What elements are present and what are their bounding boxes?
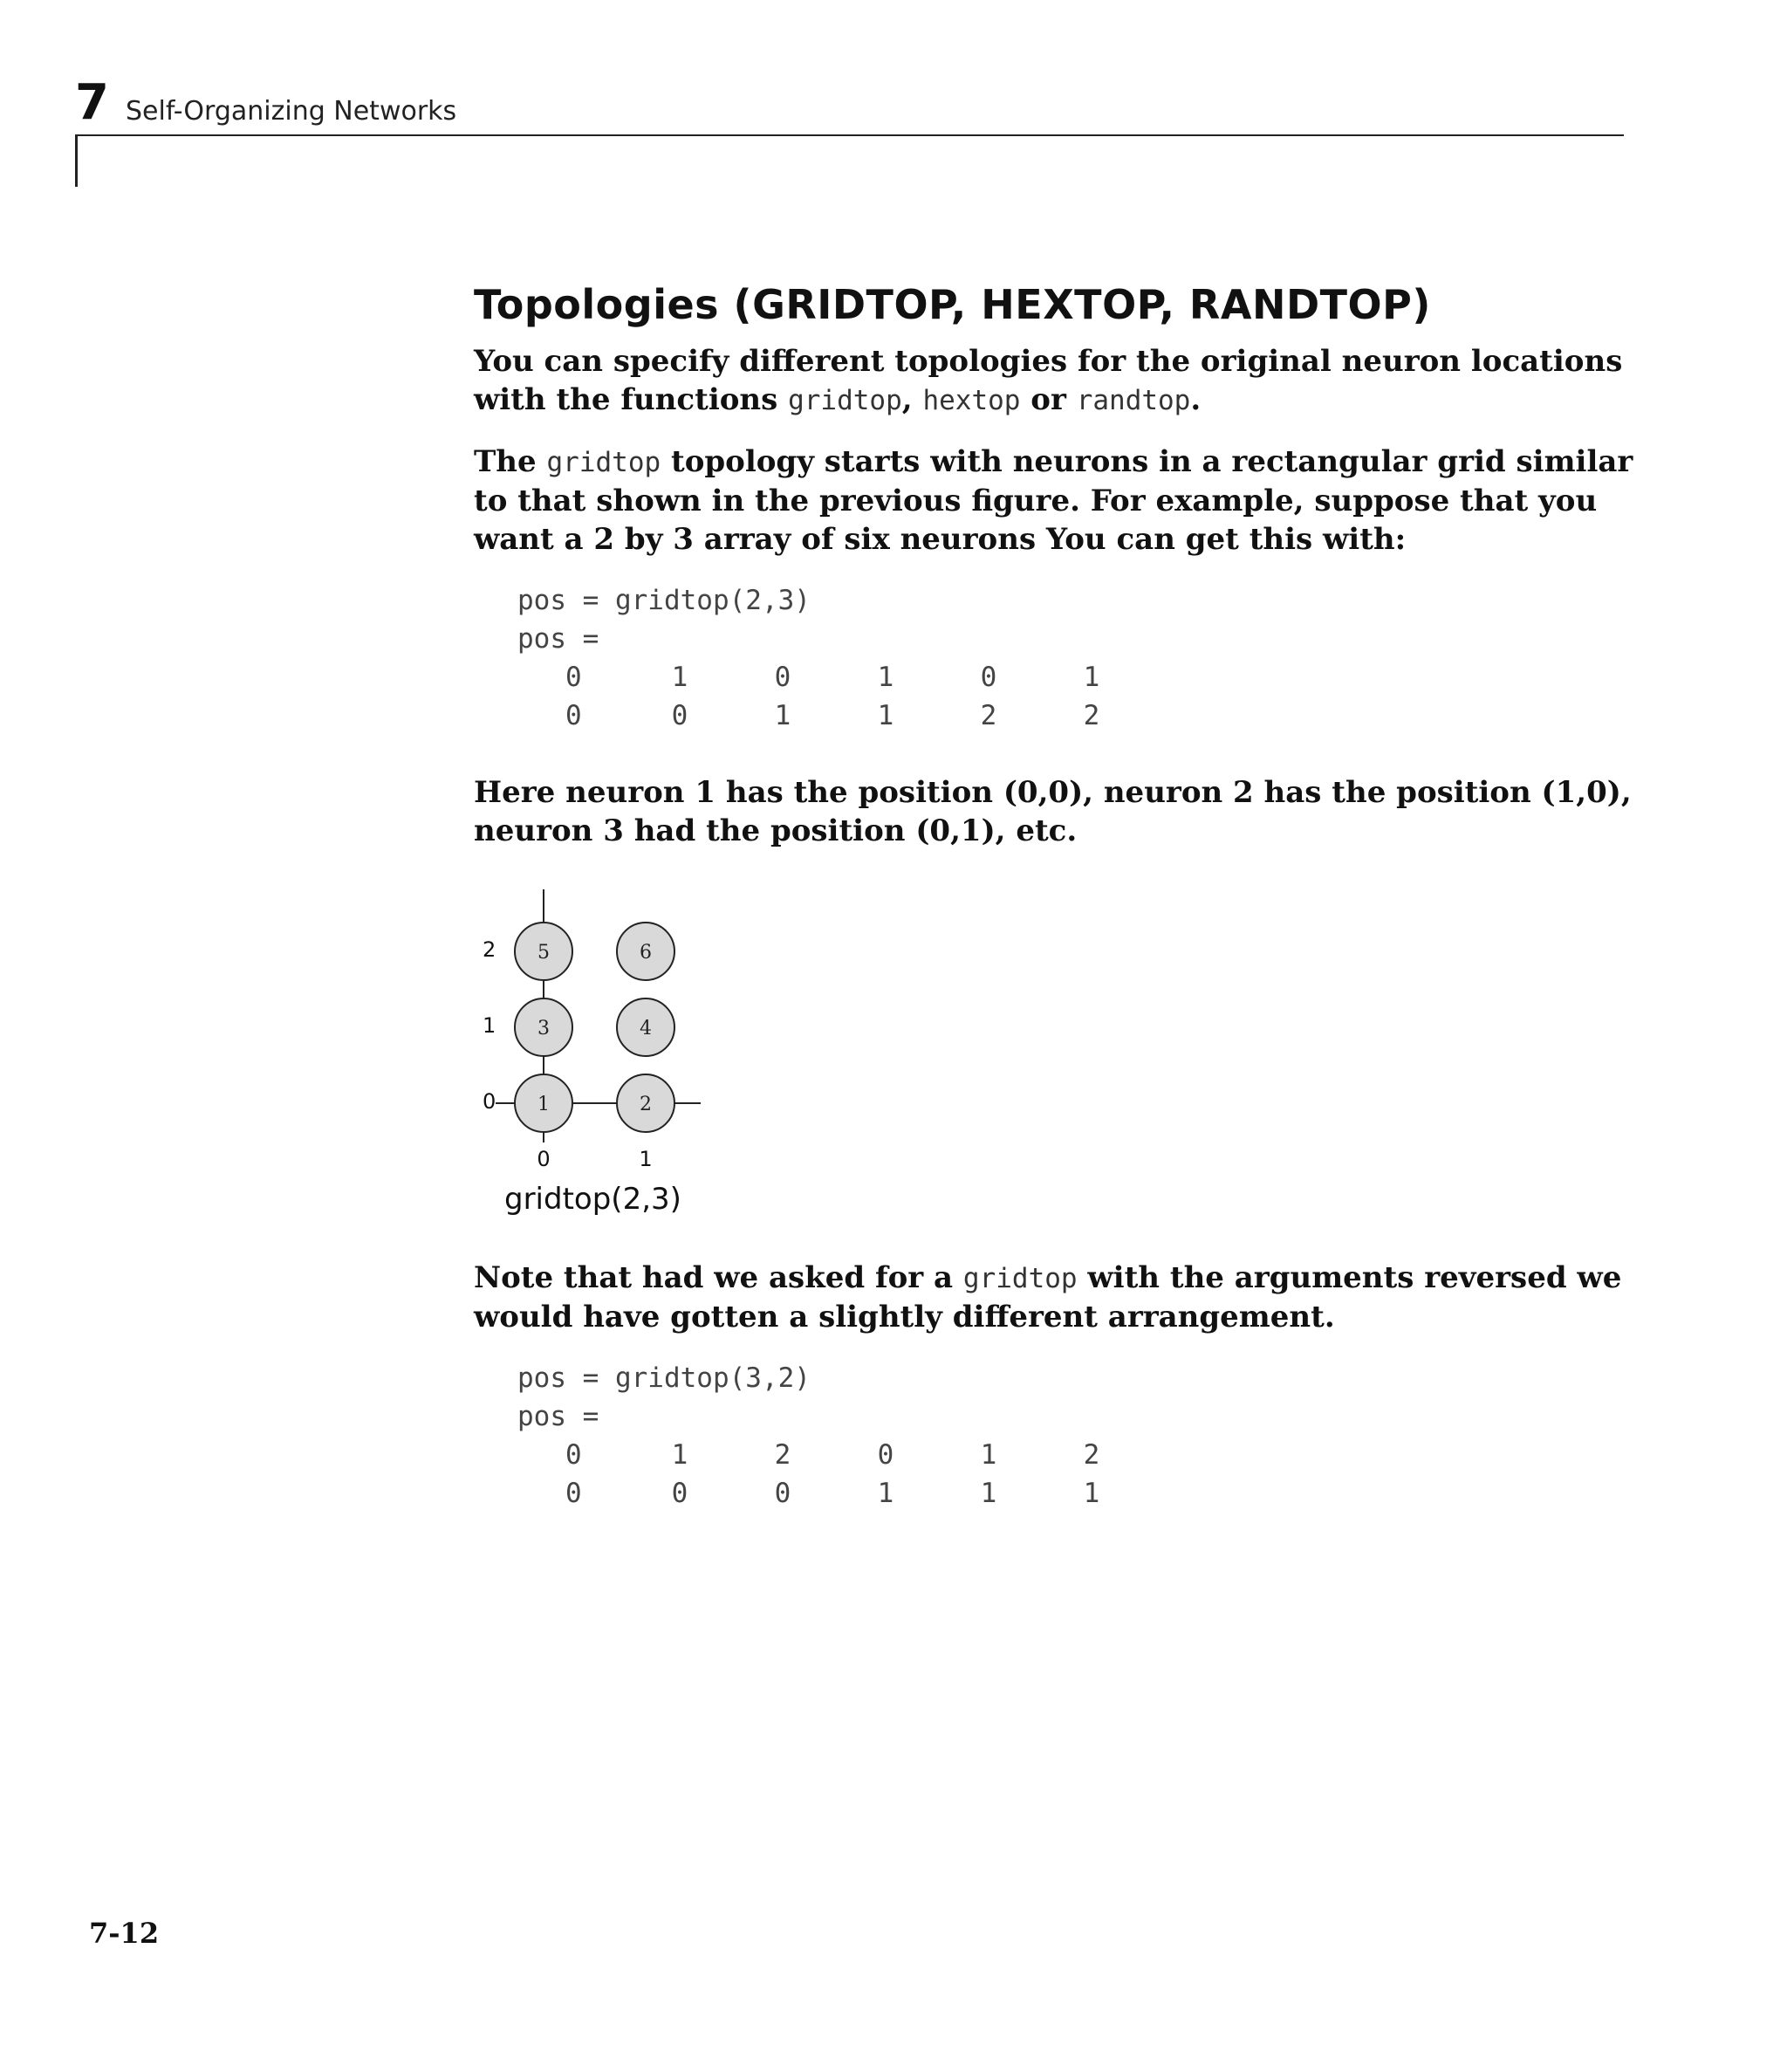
figure-caption: gridtop(2,3) — [504, 1182, 681, 1217]
gridtop-figure — [474, 885, 823, 1225]
matrix-row: 0 0 0 1 1 1 — [565, 1478, 1100, 1509]
code-line: pos = gridtop(3,2) — [517, 1362, 811, 1394]
chapter-title: Self-Organizing Networks — [126, 96, 457, 127]
page-number: 7-12 — [89, 1917, 160, 1950]
paragraph-neuron-positions: Here neuron 1 has the position (0,0), neuron 2 has the position (1,0), neuron 3 had the position (0,1), etc. — [474, 775, 1632, 848]
header-rule — [75, 134, 1624, 136]
paragraph-reversed-note: Note that had we asked for a gridtop with the arguments reversed we would have gotten a slightly different arrangement. — [474, 1260, 1622, 1334]
main-content — [474, 279, 1634, 1551]
code-hextop: hextop — [922, 385, 1021, 416]
code-block-gridtop-3-2 — [517, 1359, 1634, 1513]
code-gridtop: gridtop — [546, 447, 661, 478]
y-tick-label: 0 — [483, 1089, 496, 1114]
x-tick-label: 0 — [537, 1147, 551, 1171]
y-tick-label: 1 — [483, 1013, 496, 1038]
code-randtop: randtop — [1076, 385, 1191, 416]
matrix-row: 0 1 0 1 0 1 — [565, 662, 1100, 693]
matrix-row: 0 0 1 1 2 2 — [565, 700, 1100, 731]
neuron-label: 1 — [537, 1094, 550, 1115]
page-header — [75, 74, 1624, 138]
code-line: pos = gridtop(2,3) — [517, 585, 811, 616]
neuron-label: 5 — [537, 942, 550, 964]
code-line: pos = — [517, 1401, 599, 1432]
section-title: Topologies (GRIDTOP, HEXTOP, RANDTOP) — [474, 281, 1431, 328]
paragraph-gridtop: The gridtop topology starts with neurons in a rectangular grid similar to that shown in the previous figure. For example, suppose that you want a 2 by 3 array of six neurons You can get this with: — [474, 444, 1633, 557]
x-tick-label: 1 — [639, 1147, 653, 1171]
code-line: pos = — [517, 623, 599, 655]
neuron-label: 4 — [640, 1018, 652, 1039]
neuron-label: 3 — [537, 1018, 550, 1039]
matrix-row: 0 1 2 0 1 2 — [565, 1439, 1100, 1471]
gridtop-diagram — [474, 885, 823, 1182]
chapter-number: 7 — [75, 74, 109, 131]
paragraph-intro: You can specify different topologies for the original neuron locations with the functions gridtop, hextop or randtop. — [474, 344, 1623, 417]
code-gridtop: gridtop — [788, 385, 902, 416]
neuron-label: 2 — [640, 1094, 652, 1115]
neuron-label: 6 — [640, 942, 652, 964]
code-gridtop: gridtop — [962, 1263, 1078, 1294]
header-tick — [75, 134, 78, 187]
code-block-gridtop-2-3 — [517, 581, 1634, 735]
y-tick-label: 2 — [483, 937, 496, 962]
